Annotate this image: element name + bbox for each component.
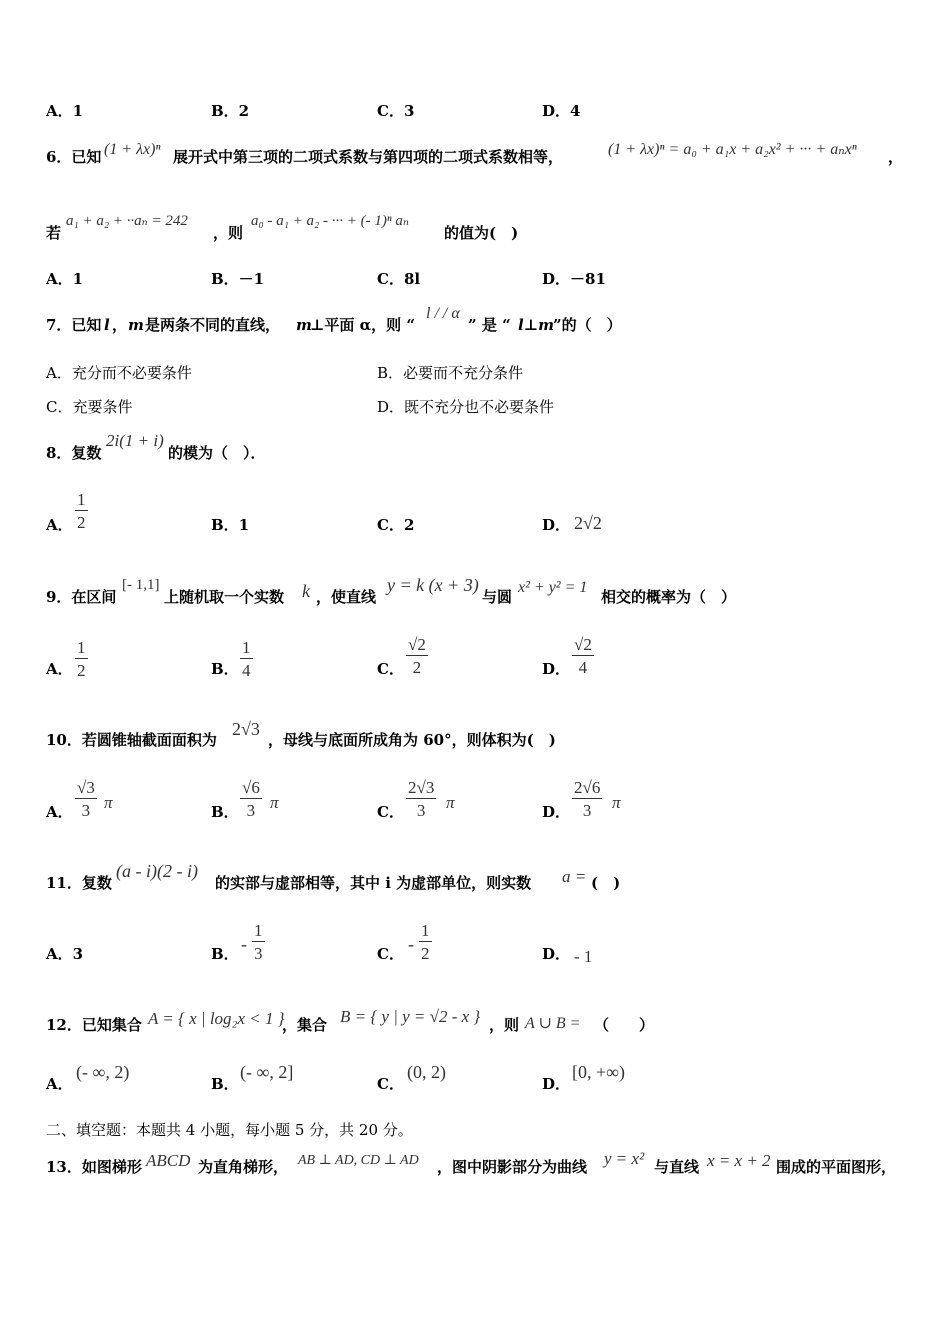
q9-option-a-label: A．	[46, 660, 73, 678]
q9-text-1: 上随机取一个实数	[164, 588, 285, 606]
q7-text-d: ⊥平面 α，则 “	[310, 316, 416, 334]
q12-option-b-label: B．	[211, 1075, 239, 1093]
q12-option-c-label: C．	[377, 1075, 404, 1093]
q12-mid2: ，则	[489, 1016, 520, 1034]
q9-a-den: 2	[77, 661, 86, 680]
q11-option-b-label: B．	[211, 945, 239, 963]
q12-option-a-label: A．	[46, 1075, 73, 1093]
q10-d-den: 3	[582, 801, 592, 820]
q12-prefix: 12．已知集合	[46, 1016, 142, 1034]
q7-text-e: ” 是 “	[468, 316, 511, 334]
q12-union: A ∪ B =	[525, 1015, 581, 1032]
q9-b-num: 1	[242, 638, 251, 657]
q8-option-d-label: D．	[542, 516, 571, 534]
q11-option-c-frac	[419, 922, 432, 962]
q7-expr: l / / α	[426, 305, 460, 322]
q8-option-a-label: A．	[46, 516, 73, 534]
q6-line2-a: 若	[46, 224, 62, 242]
q6-expr1: (1 + λx)ⁿ	[104, 141, 161, 158]
q7-text-b: ，	[112, 316, 128, 334]
q6-option-a: A．1	[46, 270, 84, 288]
q10-b-num: √6	[242, 778, 260, 797]
q13-text-2: ，图中阴影部分为曲线	[437, 1158, 588, 1176]
q12-mid: ，集合	[282, 1016, 328, 1034]
section2-title: 二、填空题：本题共 4 小题，每小题 5 分，共 20 分。	[46, 1121, 413, 1139]
q13-prefix: 13．如图梯形	[46, 1158, 142, 1176]
q11-c-den: 2	[421, 944, 430, 963]
q10-area: 2√3	[232, 719, 260, 739]
q10-d-pi: π	[612, 793, 621, 812]
q6-option-b: B．－1	[211, 270, 265, 288]
q10-option-b-label: B．	[211, 803, 239, 821]
q9-circle: x² + y² = 1	[518, 579, 588, 596]
q9-option-d-label: D．	[542, 660, 571, 678]
q9-c-den: 2	[412, 658, 422, 677]
q9-text-4: 相交的概率为（ ）	[601, 588, 737, 606]
q12-option-c-value: (0, 2)	[407, 1062, 446, 1082]
q7-option-a: A．充分而不必要条件	[46, 364, 192, 382]
q10-option-d-frac	[572, 779, 602, 819]
q11-option-c-label: C．	[377, 945, 404, 963]
q8-expr: 2i(1 + i)	[106, 431, 164, 450]
q9-prefix: 9．在区间	[46, 588, 117, 606]
q10-option-a-frac	[75, 779, 97, 819]
q5-option-d: D．4	[542, 102, 581, 120]
q10-prefix: 10．若圆锥轴截面面积为	[46, 731, 217, 749]
q10-a-num: √3	[77, 778, 95, 797]
q11-b-num: 1	[254, 921, 263, 940]
q8-a-num: 1	[77, 490, 86, 509]
q11-a: a =	[562, 867, 587, 886]
q8-option-c: C．2	[377, 516, 415, 534]
q5-option-a: A．1	[46, 102, 84, 120]
q5-option-b: B．2	[211, 102, 250, 120]
q9-d-den: 4	[578, 658, 588, 677]
q6-mid: 展开式中第三项的二项式系数与第四项的二项式系数相等，	[173, 148, 564, 166]
q8-suffix: 的模为（ ）．	[168, 444, 266, 462]
q7-text-c: 是两条不同的直线，	[145, 316, 281, 334]
q7-text-f: ”的（ ）	[553, 316, 622, 334]
q9-b-den: 4	[242, 661, 251, 680]
q10-option-d-label: D．	[542, 803, 571, 821]
q11-prefix: 11．复数	[46, 874, 112, 892]
q12-set-b: B = { y | y = √2 - x }	[340, 1007, 481, 1026]
q6-option-d: D．－81	[542, 270, 606, 288]
q9-option-b-frac	[240, 639, 253, 679]
q12-option-a-value: (- ∞, 2)	[76, 1062, 130, 1082]
q10-c-den: 3	[416, 801, 426, 820]
q6-line2-c: 的值为( )	[444, 224, 519, 242]
q6-expr3: a₁ + a₂ + ··aₙ = 242	[66, 213, 188, 229]
q11-b-neg: -	[241, 934, 247, 954]
q9-option-b-label: B．	[211, 660, 239, 678]
q11-b-den: 3	[254, 944, 263, 963]
q13-text-1: 为直角梯形，	[198, 1158, 289, 1176]
q11-c-neg: -	[408, 934, 414, 954]
q9-option-a-frac	[75, 639, 88, 679]
q9-c-num: √2	[408, 635, 426, 654]
q9-d-num: √2	[574, 635, 592, 654]
q7-option-d: D．既不充分也不必要条件	[377, 398, 555, 416]
q13-text-4: 围成的平面图形，	[776, 1158, 897, 1176]
q10-c-num: 2√3	[408, 778, 435, 797]
q10-a-den: 3	[81, 801, 91, 820]
q9-a-num: 1	[77, 638, 86, 657]
q8-option-d-value: 2√2	[574, 513, 602, 533]
q9-k: k	[302, 581, 310, 601]
q10-b-pi: π	[270, 793, 279, 812]
q6-expr2: (1 + λx)ⁿ = a₀ + a₁x + a₂x² + ··· + aₙxⁿ	[608, 141, 857, 158]
q11-c-num: 1	[421, 921, 430, 940]
q12-option-b-value: (- ∞, 2]	[240, 1062, 294, 1082]
q7-m2: m	[296, 316, 312, 334]
q8-option-a-frac	[75, 491, 88, 531]
q10-suffix: ，母线与底面所成角为 60°，则体积为( )	[268, 731, 556, 749]
q10-option-c-label: C．	[377, 803, 404, 821]
q9-option-c-frac	[406, 636, 428, 676]
q13-curve: y = x²	[604, 1149, 645, 1168]
q7-m: m	[128, 316, 144, 334]
q11-option-d-value: - 1	[574, 947, 593, 966]
q5-option-c: C．3	[377, 102, 415, 120]
q10-a-pi: π	[104, 793, 113, 812]
q9-interval: [- 1,1]	[122, 577, 160, 593]
q11-option-a: A．3	[46, 945, 84, 963]
q13-line: x = x + 2	[707, 1151, 771, 1170]
q11-expr: (a - i)(2 - i)	[116, 861, 198, 881]
q7-cond: l⊥m	[518, 316, 554, 334]
q11-mid: 的实部与虚部相等，其中 i 为虚部单位，则实数	[215, 874, 532, 892]
q6-option-c: C．8l	[377, 270, 421, 288]
q9-option-c-label: C．	[377, 660, 404, 678]
q9-text-2: ，使直线	[316, 588, 377, 606]
q7-l: l	[104, 316, 110, 334]
q13-text-3: 与直线	[654, 1158, 700, 1176]
q7-option-b: B．必要而不充分条件	[377, 364, 524, 382]
q8-prefix: 8．复数	[46, 444, 102, 462]
q11-suffix: ( )	[591, 874, 621, 892]
q6-expr4: a₀ - a₁ + a₂ - ··· + (- 1)ⁿ aₙ	[251, 213, 409, 229]
q8-option-b: B．1	[211, 516, 250, 534]
q6-comma: ，	[888, 148, 904, 166]
q10-option-b-frac	[240, 779, 262, 819]
q13-perp: AB ⊥ AD, CD ⊥ AD	[298, 1153, 419, 1168]
q12-suffix: （ ）	[594, 1016, 655, 1034]
q7-text-a: 7．已知	[46, 316, 102, 334]
q6-prefix: 6．已知	[46, 148, 102, 166]
q9-option-d-frac	[572, 636, 594, 676]
q10-c-pi: π	[446, 793, 455, 812]
q12-option-d-value: [0, +∞)	[572, 1062, 625, 1082]
q12-option-d-label: D．	[542, 1075, 571, 1093]
q10-d-num: 2√6	[574, 778, 601, 797]
q11-option-b-frac	[252, 922, 265, 962]
q11-option-d-label: D．	[542, 945, 571, 963]
q8-a-den: 2	[77, 513, 86, 532]
q12-set-a: A = { x | log₂x < 1 }	[148, 1009, 285, 1028]
q9-text-3: 与圆	[482, 588, 513, 606]
q7-option-c: C．充要条件	[46, 398, 133, 416]
q10-option-a-label: A．	[46, 803, 73, 821]
q10-b-den: 3	[246, 801, 256, 820]
q6-line2-b: ，则	[213, 224, 244, 242]
q9-line: y = k (x + 3)	[387, 575, 479, 595]
q10-option-c-frac	[406, 779, 436, 819]
q13-abcd: ABCD	[146, 1151, 191, 1170]
